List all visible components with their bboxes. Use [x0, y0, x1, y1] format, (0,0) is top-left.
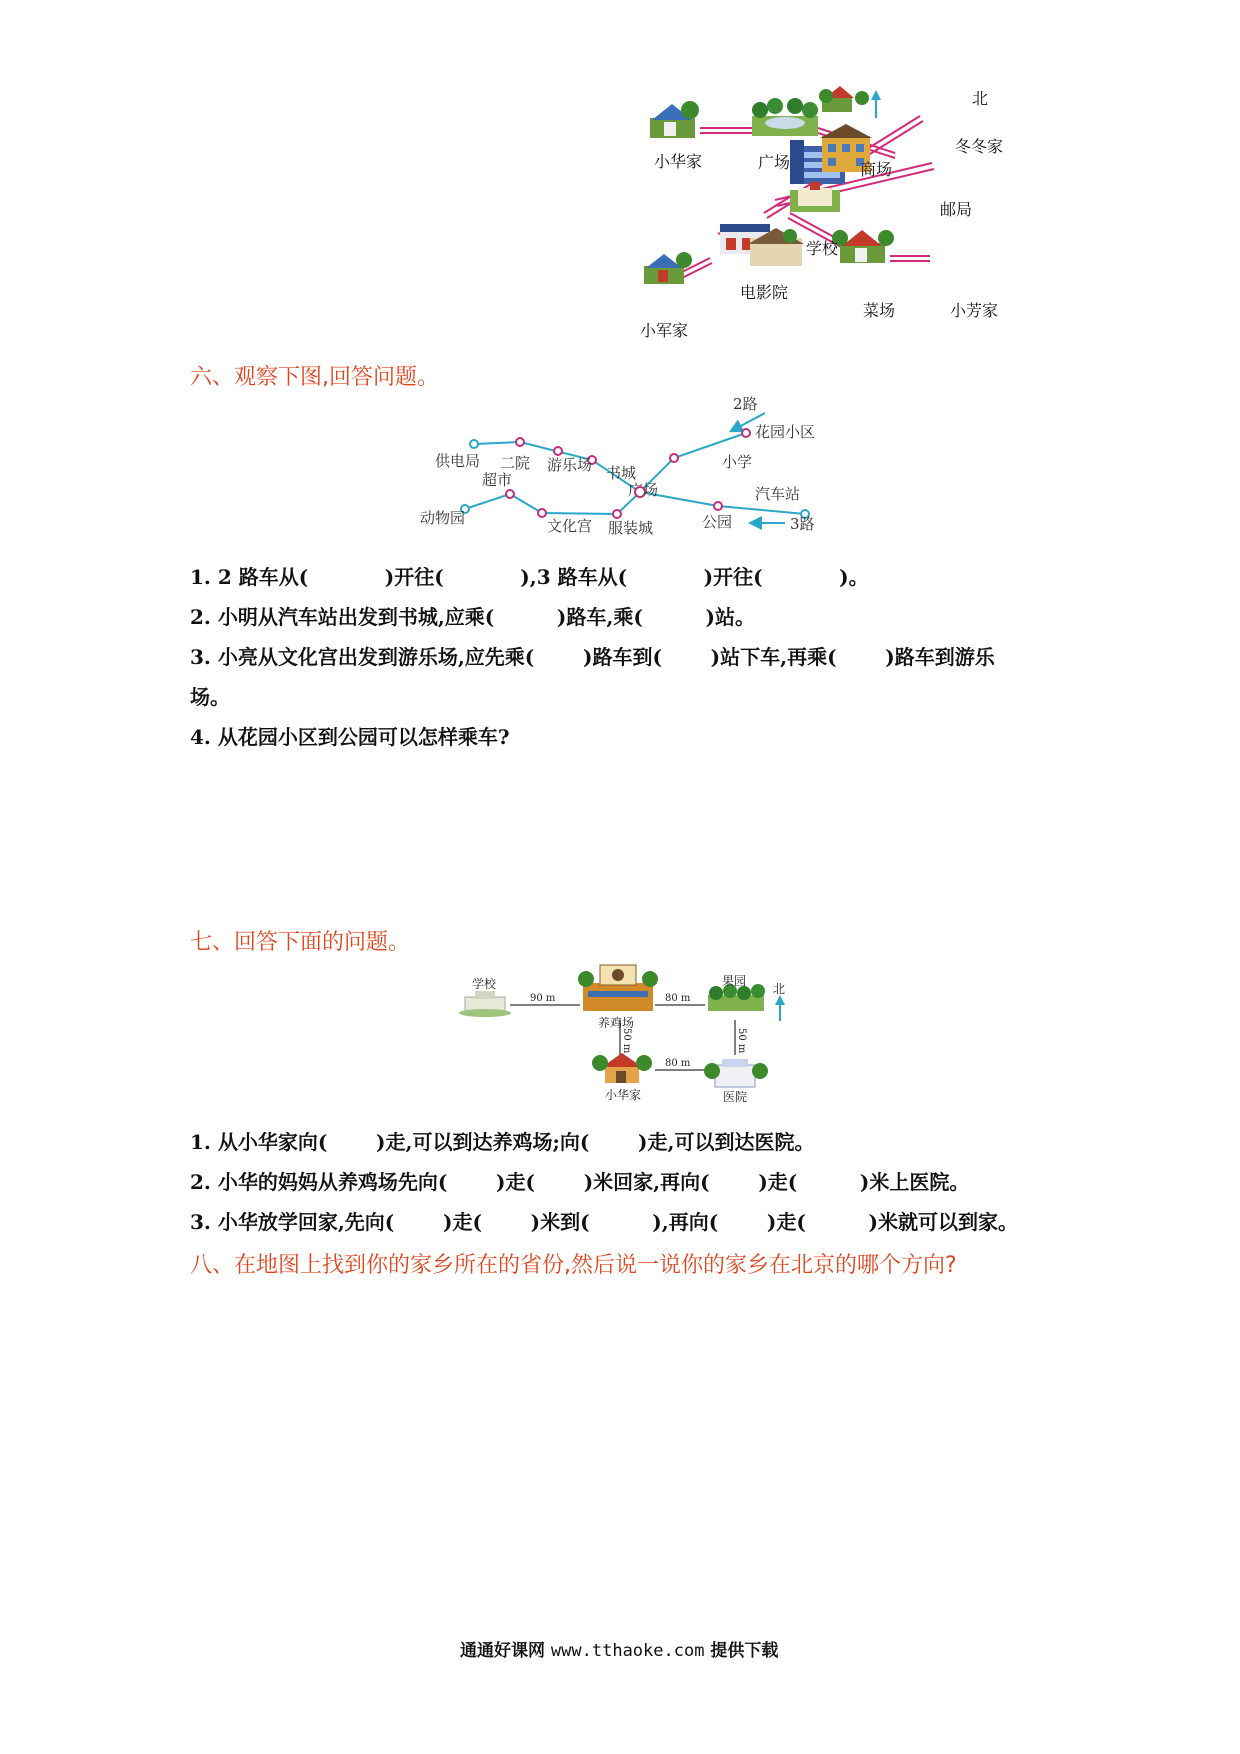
label-power: 供电局 [435, 452, 481, 470]
hospital-icon [704, 1059, 768, 1087]
label-xiaojun-home: 小军家 [640, 321, 689, 340]
xiaohua-home-icon [592, 1053, 652, 1083]
footer-suffix: 提供下载 [710, 1641, 779, 1661]
chicken-farm-icon [578, 965, 658, 1011]
label-distance-50-left: 50 m [621, 1028, 632, 1054]
label-distance-80-bottom: 80 m [665, 1058, 691, 1069]
label-mall: 商场 [860, 160, 893, 179]
section7-title: 七、回答下面的问题。 [190, 930, 411, 955]
label-school: 学校 [472, 977, 497, 991]
label-orchard: 果园 [722, 974, 747, 988]
s6-question-3-cont: 场。 [190, 685, 230, 709]
label-north: 北 [972, 89, 989, 108]
section8-title: 八、在地图上找到你的家乡所在的省份,然后说一说你的家乡在北京的哪个方向? [190, 1253, 957, 1278]
s7-question-3: 3. 小华放学回家,先向( )走( )米到( ),再向( )走( )米就可以到家。 [190, 1210, 1018, 1234]
label-hospital2: 二院 [500, 454, 531, 472]
footer-url[interactable]: www.tthaoke.com [550, 1641, 705, 1661]
label-culture: 文化宫 [547, 517, 593, 535]
bus-route-map [410, 395, 840, 545]
label-clothing: 服装城 [608, 519, 654, 537]
label-post-office: 邮局 [940, 200, 973, 219]
label-bus-station: 汽车站 [755, 485, 801, 503]
label-xiaofang-home: 小芳家 [950, 301, 999, 320]
label-distance-50-right: 50 m [736, 1028, 747, 1054]
north-arrow-icon [775, 995, 785, 1021]
label-distance-80-top: 80 m [665, 993, 691, 1004]
s7-question-1: 1. 从小华家向( )走,可以到达养鸡场;向( )走,可以到达医院。 [190, 1130, 815, 1154]
label-north: 北 [773, 982, 786, 996]
s6-question-1: 1. 2 路车从( )开往( ),3 路车从( )开往( )。 [190, 565, 869, 589]
footer-site-name: 通通好课网 [460, 1641, 545, 1661]
dongdong-house-icon [819, 86, 869, 112]
label-square: 广场 [758, 153, 791, 172]
label-garden: 花园小区 [755, 423, 816, 441]
square-park-icon [752, 98, 818, 136]
label-school: 学校 [806, 239, 839, 258]
footer [460, 1636, 778, 1661]
xiaojun-house-icon [644, 252, 692, 284]
label-route-2: 2路 [733, 395, 758, 413]
label-amusement: 游乐场 [547, 456, 593, 474]
s6-question-2: 2. 小明从汽车站出发到书城,应乘( )路车,乘( )站。 [190, 605, 755, 629]
label-hospital: 医院 [723, 1090, 748, 1104]
label-market: 菜场 [863, 301, 896, 320]
direction-map [450, 955, 790, 1115]
label-xiaohua-home: 小华家 [605, 1088, 642, 1102]
label-cinema: 电影院 [740, 283, 789, 302]
s7-question-2: 2. 小华的妈妈从养鸡场先向( )走( )米回家,再向( )走( )米上医院。 [190, 1170, 970, 1194]
label-bookstore: 书城 [606, 464, 637, 482]
section6-title: 六、观察下图,回答问题。 [190, 365, 439, 390]
xiaohua-house-icon [650, 101, 699, 138]
label-square: 广场 [628, 481, 659, 499]
school-icon [459, 991, 511, 1017]
label-chicken-farm: 养鸡场 [598, 1016, 635, 1030]
label-dongdong-home: 冬冬家 [955, 137, 1004, 156]
orchard-icon [708, 984, 765, 1011]
label-park: 公园 [702, 513, 733, 531]
label-primary-school: 小学 [722, 453, 753, 471]
label-route-3: 3路 [790, 515, 815, 533]
label-zoo: 动物园 [420, 509, 466, 527]
label-supermarket: 超市 [482, 471, 513, 489]
label-xiaohua-home: 小华家 [654, 152, 703, 171]
north-arrow-icon [871, 90, 881, 118]
label-distance-90: 90 m [530, 993, 556, 1004]
s6-question-4: 4. 从花园小区到公园可以怎样乘车? [190, 725, 510, 749]
s6-question-3: 3. 小亮从文化宫出发到游乐场,应先乘( )路车到( )站下车,再乘( )路车到游乐 [190, 645, 995, 669]
xiaofang-house-icon [832, 230, 894, 263]
